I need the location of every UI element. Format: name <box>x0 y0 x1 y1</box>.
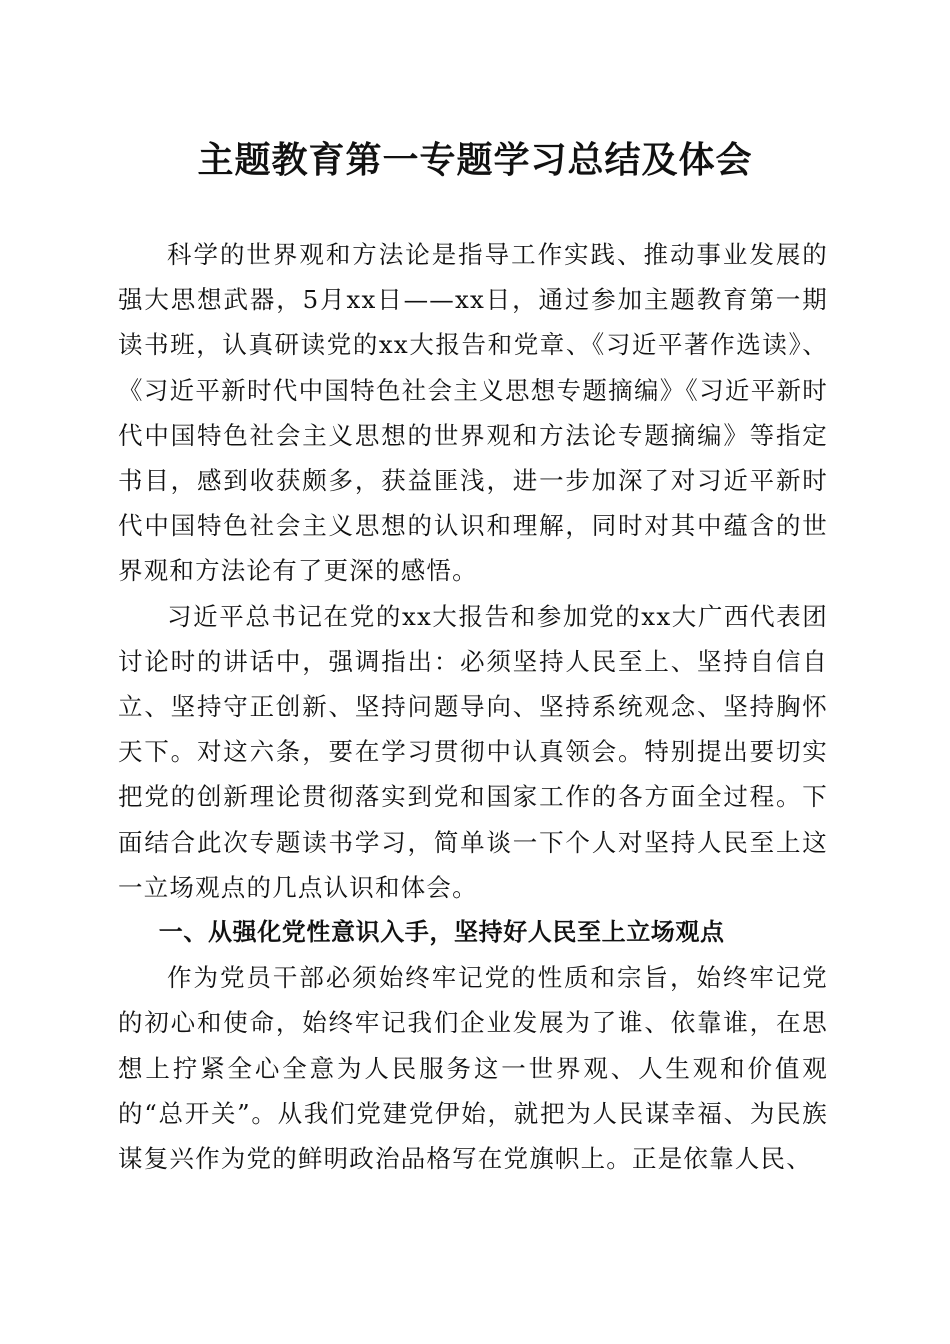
paragraph-context: 习近平总书记在党的xx大报告和参加党的xx大广西代表团讨论时的讲话中，强调指出：必须坚持人民至上、坚持自信自立、坚持守正创新、坚持问题导向、坚持系统观念、坚持胸怀天下。对这六条，要在学习贯彻中认真领会。特别提出要切实把党的创新理论贯彻落实到党和国家工作的各方面全过程。下面结合此次专题读书学习，简单谈一下个人对坚持人民至上这一立场观点的几点认识和体会。 <box>118 601 828 902</box>
document-body <box>118 232 828 1181</box>
paragraph-intro: 科学的世界观和方法论是指导工作实践、推动事业发展的强大思想武器，5月xx日——xx日，通过参加主题教育第一期读书班，认真研读党的xx大报告和党章、《习近平著作选读》、《习近平新时代中国特色社会主义思想专题摘编》《习近平新时代中国特色社会主义思想的世界观和方法论专题摘编》等指定书目，感到收获颇多，获益匪浅，进一步加深了对习近平新时代中国特色社会主义思想的认识和理解，同时对其中蕴含的世界观和方法论有了更深的感悟。 <box>118 240 828 586</box>
paragraph-section-1: 作为党员干部必须始终牢记党的性质和宗旨，始终牢记党的初心和使命，始终牢记我们企业发展为了谁、依靠谁，在思想上拧紧全心全意为人民服务这一世界观、人生观和价值观的“总开关”。从我们党建党伊始，就把为人民谋幸福、为民族谋复兴作为党的鲜明政治品格写在党旗帜上。正是依靠人民、 <box>118 963 828 1174</box>
document-title: 主题教育第一专题学习总结及体会 <box>197 139 753 181</box>
section-heading: 一、从强化党性意识入手，坚持好人民至上立场观点 <box>158 918 725 947</box>
